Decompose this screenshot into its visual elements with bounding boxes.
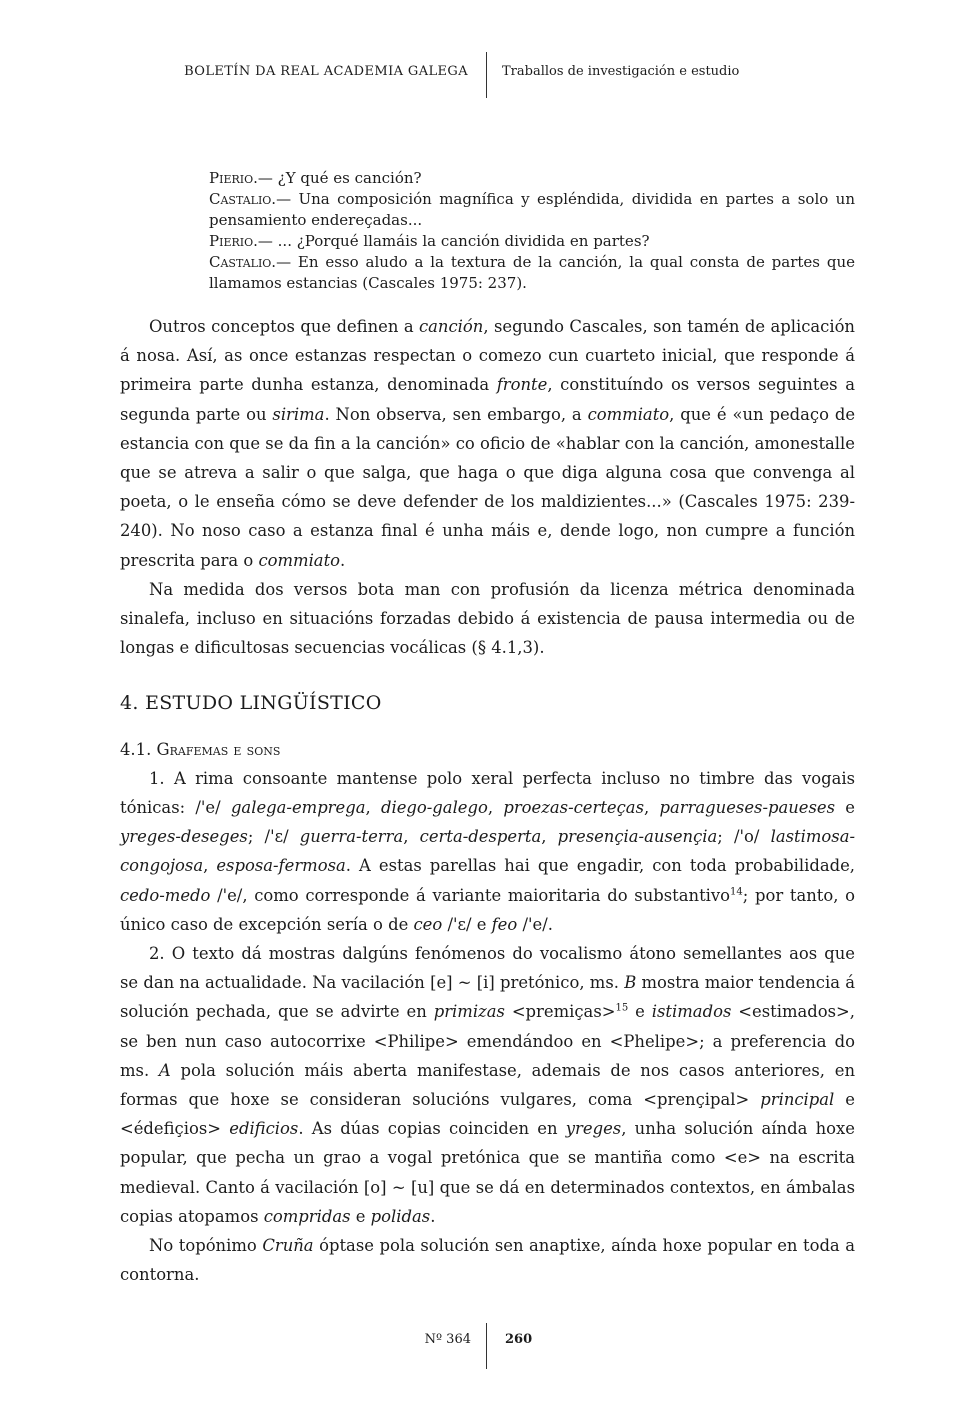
quote-text: Una composición magnífica y espléndida, dividida en partes a solo un pensamiento endereçadas... xyxy=(209,190,855,229)
section-heading: 4. ESTUDO LINGÜÍSTICO xyxy=(120,692,382,715)
footnote-ref[interactable]: 15 xyxy=(615,1003,629,1014)
issue-number: Nº 364 xyxy=(424,1332,471,1347)
quote-line xyxy=(209,252,855,294)
speaker: Pierio.— xyxy=(209,169,273,187)
block-quote xyxy=(209,168,855,294)
paragraph: 1. A rima consoante mantense polo xeral perfecta incluso no timbre das vogais tónicas: /'e/ galega-emprega, diego-galego, proezas-certeças, parragueses-paueses e yreges-deseges; /'ɛ/ guerra-terra, certa-desperta, presençia-ausençia; /'o/ lastimosa-congojosa, esposa-fermosa. A estas parellas hai que engadir, con toda probabilidade, cedo-medo /'e/, como corresponde á variante maioritaria do substantivo$^{14}$; por tanto, o único caso de excepción sería o de ceo /'ɛ/ e feo /'e/. xyxy=(120,768,856,934)
section-title: Traballos de investigación e estudio xyxy=(502,64,740,79)
footnote-ref[interactable]: 14 xyxy=(730,886,743,898)
header-divider xyxy=(486,52,487,98)
page-number: 260 xyxy=(505,1332,533,1347)
body-text xyxy=(120,312,855,1290)
speaker: Castalio.— xyxy=(209,253,292,271)
speaker: Castalio.— xyxy=(209,190,292,208)
quote-text: ¿Y qué es canción? xyxy=(272,169,422,187)
quote-line xyxy=(209,168,855,189)
journal-title: BOLETÍN DA REAL ACADEMIA GALEGA xyxy=(184,64,468,79)
paragraph: Outros conceptos que definen a canción, segundo Cascales, son tamén de aplicación á nosa. Así, as once estanzas respectan o comezo cun cuarteto inicial, que responde á primeira parte dunha estanza, denominada fronte, constituíndo os versos seguintes a segunda parte ou sirima. Non observa, sen embargo, a commiato, que é «un pedaço de estancia con que se da fin a la canción» co oficio de «hablar con la canción, amonestalle que se atreva a salir o que salga, que haga o que diga alguna cosa que convenga al poeta, o le enseña cómo se deve defender de los maldizientes...» (Cascales 1975: 239-240). No noso caso a estanza final é unha máis e, dende logo, non cumpre a función prescrita para o commiato. xyxy=(120,317,856,570)
paragraph: No topónimo Cruña óptase pola solución sen anaptixe, aínda hoxe popular en toda a contorna. xyxy=(120,1236,856,1285)
paragraph: Na medida dos versos bota man con profusión da licenza métrica denominada sinalefa, incluso en situacións forzadas debido á existencia de pausa intermedia ou de longas e dificultosas secuencias vocálicas (§ 4.1,3). xyxy=(120,579,855,658)
quote-text: ... ¿Porqué llamáis la canción dividida en partes? xyxy=(272,232,650,250)
paragraph: 2. O texto dá mostras dalgúns fenómenos do vocalismo átono semellantes aos que se dan na actualidade. Na vacilación [e] ~ [i] pretónico, ms. B mostra maior tendencia á solución pechada, que se advirte en primizas <premiças>$^{15}$ e istimados <estimados>, se ben nun caso autocorrixe <Philipe> emendándoo en <Phelipe>; a preferencia do ms. A pola solución máis aberta manifestase, ademais de nos casos anteriores, en formas que hoxe se consideran solucións vulgares, coma <prençipal> principal e <édefiçios> edificios. As dúas copias coinciden en yreges, unha solución aínda hoxe popular, que pecha un grao a vogal pretónica que se mantiña como <e> na escrita medieval. Canto á vacilación [o] ~ [u] que se dá en determinados contextos, en ámbalas copias atopamos compridas e polidas. xyxy=(120,944,856,1226)
subsection-heading: 4.1. Grafemas e sons xyxy=(120,739,281,759)
quote-line xyxy=(209,189,855,231)
speaker: Pierio.— xyxy=(209,232,273,250)
footer-divider xyxy=(486,1323,487,1369)
quote-text: En esso aludo a la textura de la canción, la qual consta de partes que llamamos estancias (Cascales 1975: 237). xyxy=(209,253,855,292)
quote-line xyxy=(209,231,855,252)
